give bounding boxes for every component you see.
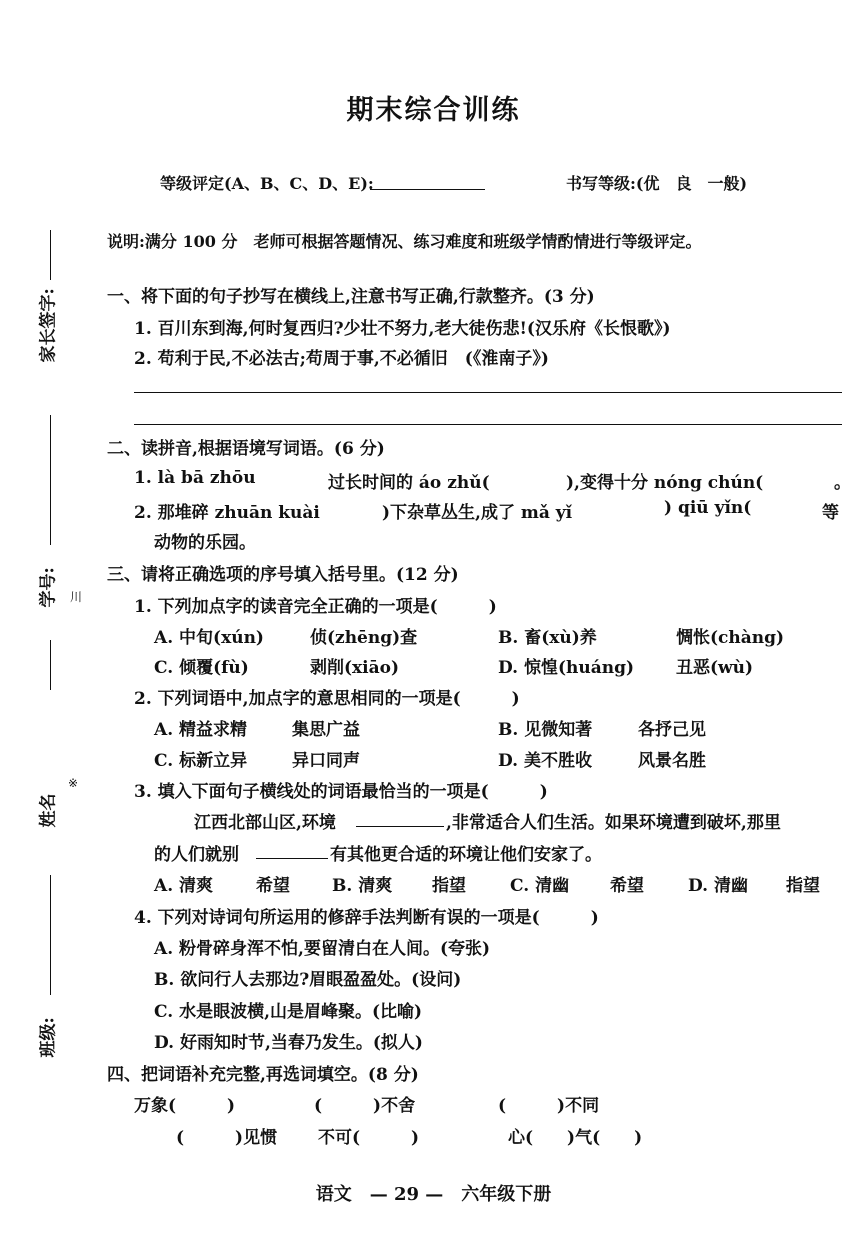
q3-3-blank-2[interactable] [256, 858, 328, 859]
idiom-blank[interactable]: ( )不舍 [314, 1096, 416, 1116]
section-3-heading: 三、请将正确选项的序号填入括号里。(12 分) [107, 565, 459, 585]
pinyin-2b: )下杂草丛生,成了 mǎ yǐ [382, 503, 573, 523]
q3-item-3: 3. 填入下面句子横线处的词语最恰当的一项是( ) [134, 782, 548, 802]
parent-sign-label: 家长签字: [38, 288, 59, 363]
instructions-note: 说明:满分 100 分 老师可根据答题情况、练习难度和班级学情酌情进行等级评定。 [107, 232, 702, 251]
q3-3-text-1b: ,非常适合人们生活。如果环境遭到破坏,那里 [446, 813, 781, 833]
section-2-heading: 二、读拼音,根据语境写词语。(6 分) [107, 439, 385, 459]
pinyin-1d: 。 [834, 473, 851, 493]
idiom-blank[interactable]: 心( )气( ) [508, 1128, 643, 1148]
copy-line-2[interactable] [134, 424, 842, 425]
q3-2-opt: B. 见微知著 [498, 720, 593, 740]
q3-item-1: 1. 下列加点字的读音完全正确的一项是( ) [134, 597, 497, 617]
q3-2-opt: 风景名胜 [638, 751, 706, 771]
copy-line-1[interactable] [134, 392, 842, 393]
margin-mark-2: ※ [68, 776, 79, 790]
q3-3-opt: 指望 [432, 876, 466, 896]
q3-2-opt: D. 美不胜收 [498, 751, 592, 771]
page-footer: 语文 — 29 — 六年级下册 [315, 1184, 552, 1205]
grade-blank[interactable] [370, 189, 485, 190]
q3-1-opt: 剥削(xiāo) [310, 658, 400, 678]
q3-2-opt: 异口同声 [292, 751, 360, 771]
parent-sign-line[interactable] [50, 230, 51, 280]
q3-4-opt: C. 水是眼波横,山是眉峰聚。(比喻) [154, 1002, 423, 1022]
q3-1-opt: A. 中旬(xún) [154, 628, 264, 648]
class-line[interactable] [50, 875, 51, 995]
q3-2-opt: 各抒己见 [638, 720, 706, 740]
q3-item-2: 2. 下列词语中,加点字的意思相同的一项是( ) [134, 689, 520, 709]
section-4-heading: 四、把词语补充完整,再选词填空。(8 分) [107, 1065, 419, 1085]
q3-3-text-1a: 江西北部山区,环境 [194, 813, 336, 833]
pinyin-2d: 等 [822, 503, 839, 523]
q3-3-opt: C. 清幽 [510, 876, 570, 896]
q3-1-opt: 惆怅(chàng) [676, 628, 785, 648]
class-label: 班级: [38, 1017, 59, 1058]
idiom-blank[interactable]: ( )见惯 [176, 1128, 278, 1148]
q3-3-opt: 希望 [256, 876, 290, 896]
q3-4-opt: B. 欲问行人去那边?眉眼盈盈处。(设问) [154, 970, 462, 990]
idiom-blank[interactable]: ( )不同 [498, 1096, 600, 1116]
section-1-sentence-1: 1. 百川东到海,何时复西归?少壮不努力,老大徒伤悲!(汉乐府《长恨歌》) [134, 319, 671, 339]
q3-item-4: 4. 下列对诗词句所运用的修辞手法判断有误的一项是( ) [134, 908, 599, 928]
q3-2-opt: C. 标新立异 [154, 751, 248, 771]
q3-2-opt: 集思广益 [292, 720, 360, 740]
q3-3-blank-1[interactable] [356, 826, 444, 827]
q3-3-opt: B. 清爽 [332, 876, 393, 896]
pinyin-1c: ),变得十分 nóng chún( [566, 473, 764, 493]
grade-label: 等级评定(A、B、C、D、E): [160, 174, 374, 193]
writing-grade-label: 书写等级:(优 良 一般) [566, 174, 748, 193]
q3-1-opt: C. 倾覆(fù) [154, 658, 249, 678]
q3-1-opt: 丑恶(wù) [676, 658, 754, 678]
student-no-line[interactable] [50, 415, 51, 545]
q3-3-opt: D. 清幽 [688, 876, 748, 896]
pinyin-1b: 过长时间的 áo zhǔ( [328, 473, 490, 493]
idiom-blank[interactable]: 万象( ) [134, 1096, 236, 1116]
q3-1-opt: 侦(zhēng)查 [310, 628, 418, 648]
pinyin-1a: 1. là bā zhōu [134, 468, 256, 488]
section-1-heading: 一、将下面的句子抄写在横线上,注意书写正确,行款整齐。(3 分) [107, 287, 595, 307]
q3-4-opt: D. 好雨知时节,当春乃发生。(拟人) [154, 1033, 423, 1053]
q3-3-opt: 希望 [610, 876, 644, 896]
q3-4-opt: A. 粉骨碎身浑不怕,要留清白在人间。(夸张) [154, 939, 491, 959]
q3-1-opt: B. 畜(xù)养 [498, 628, 597, 648]
q3-3-text-2a: 的人们就别 [154, 845, 239, 865]
margin-mark: 川 [70, 590, 83, 604]
pinyin-2c: ) qiū yǐn( [664, 498, 752, 518]
q3-1-opt: D. 惊惶(huáng) [498, 658, 635, 678]
q3-3-text-2b: 有其他更合适的环境让他们安家了。 [330, 845, 602, 865]
q3-2-opt: A. 精益求精 [154, 720, 248, 740]
pinyin-2a: 2. 那堆碎 zhuān kuài [134, 503, 320, 523]
q3-3-opt: 指望 [786, 876, 820, 896]
pinyin-3: 动物的乐园。 [154, 533, 256, 553]
q3-3-opt: A. 清爽 [154, 876, 214, 896]
idiom-blank[interactable]: 不可( ) [318, 1128, 420, 1148]
student-no-label: 学号: [38, 567, 59, 608]
page-title: 期末综合训练 [346, 95, 521, 126]
name-line-top[interactable] [50, 640, 51, 690]
name-label: 姓名 [38, 793, 59, 828]
section-1-sentence-2: 2. 苟利于民,不必法古;苟周于事,不必循旧 (《淮南子》) [134, 349, 549, 369]
